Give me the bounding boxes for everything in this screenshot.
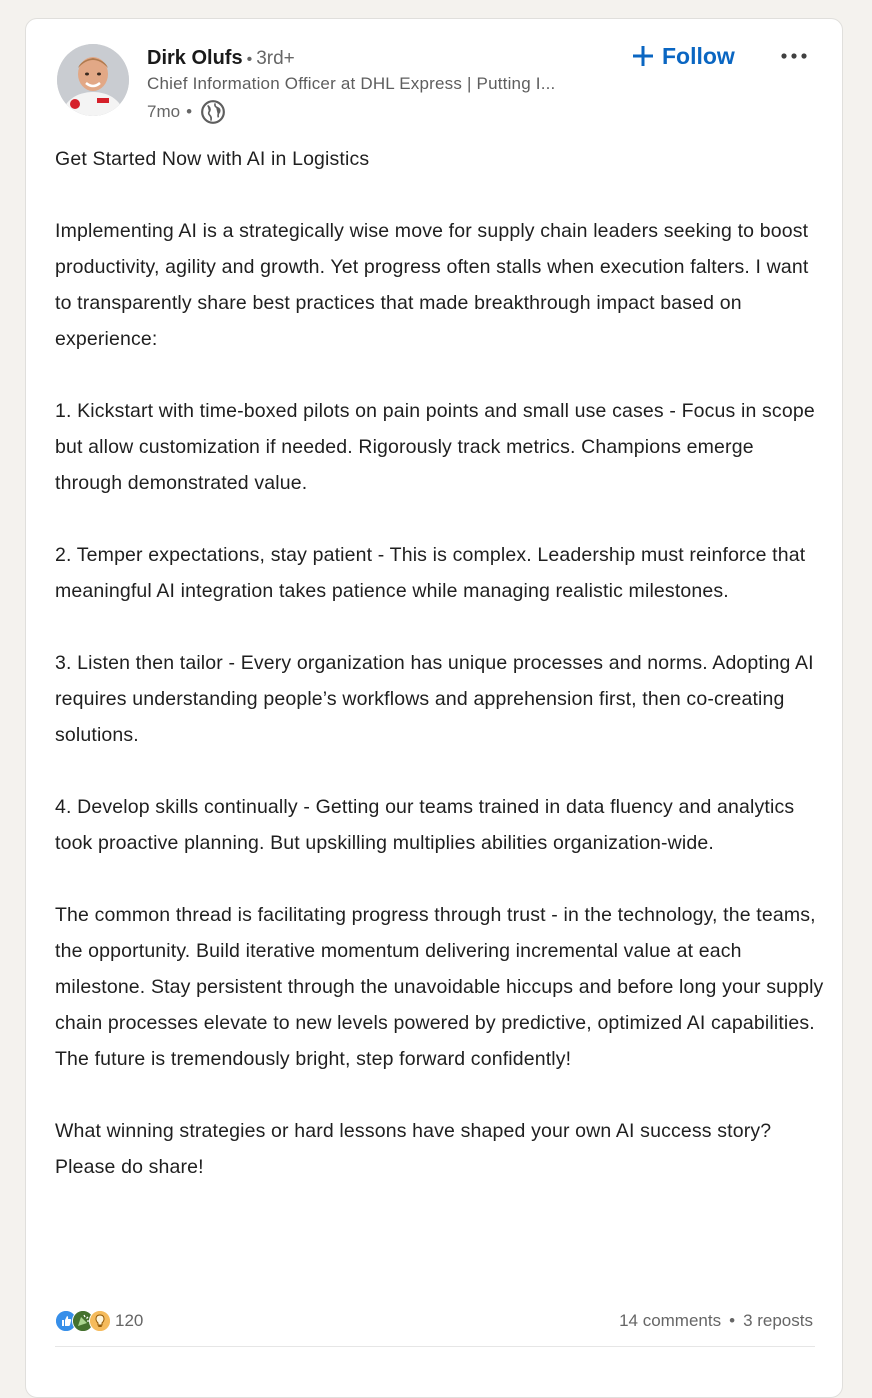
divider <box>55 1346 815 1347</box>
follow-label: Follow <box>662 42 735 69</box>
separator-dot: • <box>246 51 253 68</box>
author-avatar[interactable] <box>57 44 129 116</box>
reposts-count-link[interactable]: 3 reposts <box>743 1311 813 1330</box>
engagement-stats <box>619 1309 813 1333</box>
globe-icon <box>200 99 226 125</box>
separator-dot: • <box>186 102 193 121</box>
author-headline: Chief Information Officer at DHL Express | Putting I... <box>147 74 556 93</box>
reaction-icons <box>55 1310 113 1332</box>
post-meta <box>147 99 226 125</box>
post-title: Get Started Now with AI in Logistics <box>55 148 370 170</box>
post-paragraph: 3. Listen then tailor - Every organization has unique processes and norms. Adopting AI requires understanding people’s workflows and apprehension first, then co-creating solutions. <box>55 652 814 746</box>
post-paragraph: 1. Kickstart with time-boxed pilots on pain points and small use cases - Focus in scope but allow customization if needed. Rigorously track metrics. Champions emerge through demonstrated value. <box>55 400 815 494</box>
more-horizontal-icon <box>781 53 807 59</box>
reactions-summary[interactable] <box>55 1309 143 1333</box>
comments-count-link[interactable]: 14 comments <box>619 1311 722 1330</box>
feed-post-card <box>25 18 843 1398</box>
post-body <box>55 141 825 1185</box>
follow-button[interactable] <box>632 37 735 75</box>
post-paragraph: What winning strategies or hard lessons have shaped your own AI success story? Please do share! <box>55 1120 772 1178</box>
post-paragraph: 4. Develop skills continually - Getting our teams trained in data fluency and analytics took proactive planning. But upskilling multiplies abilities organization-wide. <box>55 796 795 854</box>
insightful-reaction-icon <box>89 1310 111 1332</box>
separator-dot: • <box>729 1311 736 1330</box>
author-name-line <box>147 47 295 70</box>
post-paragraph: 2. Temper expectations, stay patient - This is complex. Leadership must reinforce that meaningful AI integration takes patience while managing realistic milestones. <box>55 544 806 602</box>
author-name[interactable]: Dirk Olufs <box>147 47 243 69</box>
avatar-photo <box>57 44 129 116</box>
reactions-count: 120 <box>115 1311 144 1330</box>
connection-degree: 3rd+ <box>256 48 295 69</box>
post-paragraph: The common thread is facilitating progress through trust - in the technology, the teams, the opportunity. Build iterative momentum delivering incremental value at each milestone. Stay persistent through the unavoidable hiccups and before long your supply chain processes elevate to new levels powered by predictive, optimized AI capabilities. The future is tremendously bright, step forward confidently! <box>55 904 824 1070</box>
post-time[interactable]: 7mo <box>147 102 181 121</box>
more-options-button[interactable] <box>778 43 810 69</box>
plus-icon <box>632 45 654 67</box>
post-paragraph: Implementing AI is a strategically wise move for supply chain leaders seeking to boost productivity, agility and growth. Yet progress often stalls when execution falters. I want to transparently share best practices that made breakthrough impact based on experience: <box>55 220 809 350</box>
